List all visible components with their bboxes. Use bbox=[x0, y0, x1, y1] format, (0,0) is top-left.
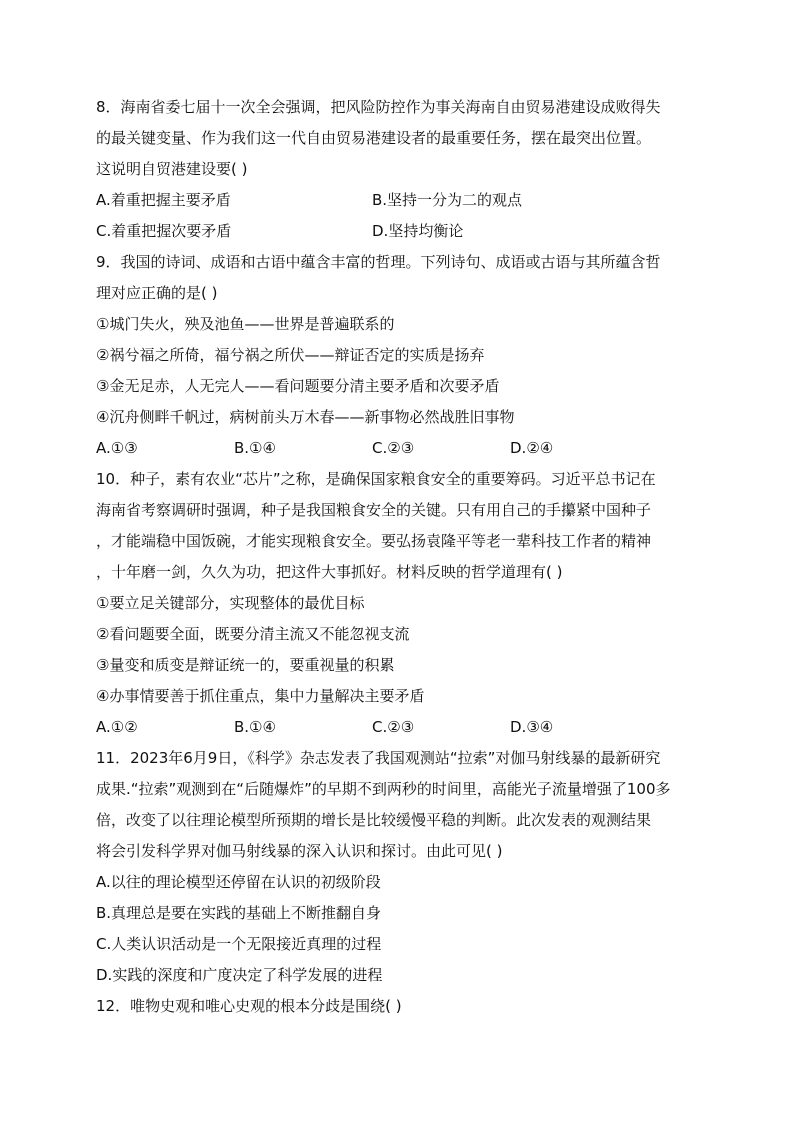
question-8-stem-line-2: 的最关键变量、作为我们这一代自由贸易港建设者的最重要任务，摆在最突出位置。 bbox=[96, 129, 652, 147]
question-11-option-b: B.真理总是要在实践的基础上不断推翻自身 bbox=[96, 904, 382, 922]
question-10-item-4: ④办事情要善于抓住重点，集中力量解决主要矛盾 bbox=[96, 687, 425, 705]
question-8-option-c: C.着重把握次要矛盾 bbox=[96, 222, 232, 240]
question-9 bbox=[96, 247, 708, 464]
question-9-item-2: ②祸兮福之所倚，福兮祸之所伏——辩证否定的实质是扬弃 bbox=[96, 346, 485, 364]
question-8-option-a: A.着重把握主要矛盾 bbox=[96, 191, 231, 209]
question-9-option-c: C.②③ bbox=[372, 439, 415, 457]
question-10-item-3: ③量变和质变是辩证统一的，要重视量的积累 bbox=[96, 656, 395, 674]
question-10-stem-line-3: ，才能端稳中国饭碗，才能实现粮食安全。要弘扬袁隆平等老一辈科技工作者的精神 bbox=[96, 532, 652, 550]
question-9-item-1: ①城门失火，殃及池鱼——世界是普遍联系的 bbox=[96, 315, 395, 333]
question-10-option-a: A.①② bbox=[96, 718, 138, 736]
question-9-options bbox=[96, 433, 708, 464]
question-9-stem-line-2: 理对应正确的是( ) bbox=[96, 284, 218, 302]
question-9-stem-line-1: 9．我国的诗词、成语和古语中蕴含丰富的哲理。下列诗句、成语或古语与其所蕴含哲 bbox=[96, 253, 661, 271]
question-12 bbox=[96, 991, 708, 1022]
question-8-option-d: D.坚持均衡论 bbox=[372, 222, 464, 240]
question-8-stem-line-3: 这说明自贸港建设要( ) bbox=[96, 160, 248, 178]
question-8 bbox=[96, 92, 708, 247]
question-10-options bbox=[96, 712, 708, 743]
question-8-options-row-2 bbox=[96, 216, 708, 247]
question-8-stem-line-1: 8．海南省委七届十一次全会强调，把风险防控作为事关海南自由贸易港建设成败得失 bbox=[96, 98, 661, 116]
question-9-option-a: A.①③ bbox=[96, 439, 138, 457]
question-9-item-4: ④沉舟侧畔千帆过，病树前头万木春——新事物必然战胜旧事物 bbox=[96, 408, 515, 426]
question-11-stem-line-1: 11．2023年6月9日，《科学》杂志发表了我国观测站“拉索”对伽马射线暴的最新研究 bbox=[96, 749, 661, 767]
question-11-stem-line-3: 倍，改变了以往理论模型所预期的增长是比较缓慢平稳的判断。此次发表的观测结果 bbox=[96, 811, 652, 829]
question-10-option-b: B.①④ bbox=[234, 718, 276, 736]
question-10-stem-line-4: ，十年磨一剑，久久为功，把这件大事抓好。材料反映的哲学道理有( ) bbox=[96, 563, 563, 581]
question-10-stem-line-2: 海南省考察调研时强调，种子是我国粮食安全的关键。只有用自己的手攥紧中国种子 bbox=[96, 501, 652, 519]
question-10-option-c: C.②③ bbox=[372, 718, 415, 736]
question-11-stem-line-4: 将会引发科学界对伽马射线暴的深入认识和探讨。由此可见( ) bbox=[96, 842, 503, 860]
question-10-option-d: D.③④ bbox=[510, 718, 554, 736]
question-8-option-b: B.坚持一分为二的观点 bbox=[372, 191, 523, 209]
question-9-item-3: ③金无足赤，人无完人——看问题要分清主要矛盾和次要矛盾 bbox=[96, 377, 500, 395]
question-11-stem-line-2: 成果.“拉索”观测到在“后随爆炸”的早期不到两秒的时间里，高能光子流量增强了100多 bbox=[96, 780, 671, 798]
question-9-option-d: D.②④ bbox=[510, 439, 554, 457]
question-10-stem-line-1: 10．种子，素有农业“芯片”之称，是确保国家粮食安全的重要筹码。习近平总书记在 bbox=[96, 470, 656, 488]
exam-page bbox=[96, 92, 708, 1022]
question-9-option-b: B.①④ bbox=[234, 439, 276, 457]
question-11-option-d: D.实践的深度和广度决定了科学发展的进程 bbox=[96, 966, 383, 984]
question-12-stem-line-1: 12．唯物史观和唯心史观的根本分歧是围绕( ) bbox=[96, 997, 402, 1015]
question-11-option-a: A.以往的理论模型还停留在认识的初级阶段 bbox=[96, 873, 381, 891]
question-8-options-row-1 bbox=[96, 185, 708, 216]
question-10 bbox=[96, 464, 708, 743]
question-11-option-c: C.人类认识活动是一个无限接近真理的过程 bbox=[96, 935, 382, 953]
question-10-item-2: ②看问题要全面，既要分清主流又不能忽视支流 bbox=[96, 625, 410, 643]
question-11 bbox=[96, 743, 708, 991]
question-10-item-1: ①要立足关键部分，实现整体的最优目标 bbox=[96, 594, 365, 612]
